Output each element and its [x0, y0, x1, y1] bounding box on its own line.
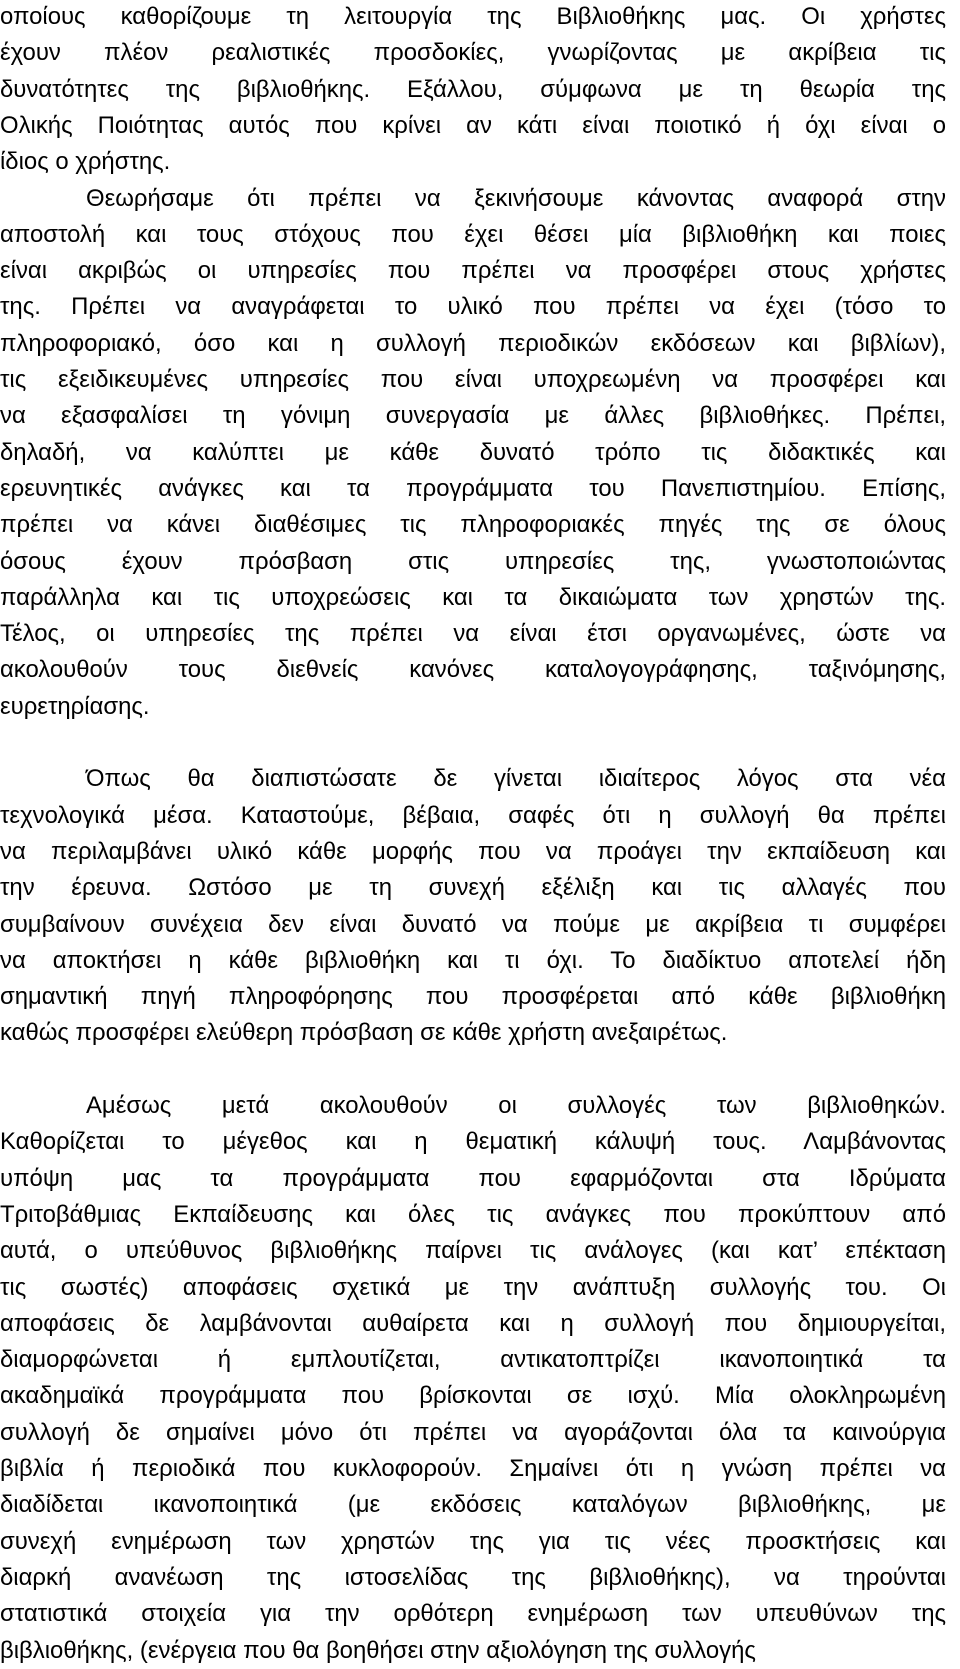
text-line: ακολουθούν τους διεθνείς κανόνες καταλογογράφησης, ταξινόμησης, — [0, 656, 946, 684]
text-line: δυνατότητες της βιβλιοθήκης. Εξάλλου, σύμφωνα με τη θεωρία της — [0, 75, 946, 103]
text-line: Όπως θα διαπιστώσατε δε γίνεται ιδιαίτερος λόγος στα νέα — [86, 765, 946, 793]
text-line: οποίους καθορίζουμε τη λειτουργία της Βιβλιοθήκης μας. Οι χρήστες — [0, 3, 946, 30]
text-line: συμβαίνουν συνέχεια δεν είναι δυνατό να πούμε με ακρίβεια τι συμφέρει — [0, 910, 946, 938]
text-line: στατιστικά στοιχεία για την ορθότερη ενημέρωση των υπευθύνων της — [0, 1600, 946, 1628]
text-line: πληροφοριακό, όσο και η συλλογή περιοδικών εκδόσεων και βιβλίων), — [0, 329, 946, 357]
text-line: ίδιος ο χρήστης. — [0, 148, 171, 176]
text-line: Τριτοβάθμιας Εκπαίδευσης και όλες τις ανάγκες που προκύπτουν από — [0, 1200, 946, 1228]
text-line: Καθορίζεται το μέγεθος και η θεματική κάλυψή τους. Λαμβάνοντας — [0, 1128, 946, 1156]
text-line: διαδίδεται ικανοποιητικά (με εκδόσεις καταλόγων βιβλιοθήκης, με — [0, 1491, 946, 1519]
text-line: είναι ακριβώς οι υπηρεσίες που πρέπει να προσφέρει στους χρήστες — [0, 257, 946, 285]
text-line: Αμέσως μετά ακολουθούν οι συλλογές των βιβλιοθηκών. — [86, 1092, 946, 1119]
text-line: έχουν πλέον ρεαλιστικές προσδοκίες, γνωρίζοντας με ακρίβεια τις — [0, 39, 946, 67]
text-line: όσους έχουν πρόσβαση στις υπηρεσίες της, γνωστοποιώντας — [0, 547, 946, 575]
text-line: αποστολή και τους στόχους που έχει θέσει μία βιβλιοθήκη και ποιες — [0, 220, 946, 248]
text-line: Ολικής Ποιότητας αυτός που κρίνει αν κάτι είναι ποιοτικό ή όχι είναι ο — [0, 111, 946, 139]
text-line: της. Πρέπει να αναγράφεται το υλικό που πρέπει να έχει (τόσο το — [0, 293, 946, 321]
text-line: βιβλιοθήκης, (ενέργεια που θα βοηθήσει στην αξιολόγηση της συλλογής — [0, 1636, 756, 1664]
text-line: πρέπει να κάνει διαθέσιμες τις πληροφοριακές πηγές της σε όλους — [0, 511, 946, 539]
text-line: Τέλος, οι υπηρεσίες της πρέπει να είναι έτσι οργανωμένες, ώστε να — [0, 620, 946, 648]
text-line: να περιλαμβάνει υλικό κάθε μορφής που να προάγει την εκπαίδευση και — [0, 837, 946, 865]
text-line: ακαδημαϊκά προγράμματα που βρίσκονται σε ισχύ. Μία ολοκληρωμένη — [0, 1382, 946, 1410]
text-line: ερευνητικές ανάγκες και τα προγράμματα του Πανεπιστημίου. Επίσης, — [0, 474, 946, 502]
text-line: βιβλία ή περιοδικά που κυκλοφορούν. Σημαίνει ότι η γνώση πρέπει να — [0, 1455, 946, 1482]
text-line: τις σωστές) αποφάσεις σχετικά με την ανάπτυξη συλλογής του. Οι — [0, 1273, 946, 1301]
text-line: διαρκή ανανέωση της ιστοσελίδας της βιβλιοθήκης), να τηρούνται — [0, 1563, 946, 1591]
text-line: Θεωρήσαμε ότι πρέπει να ξεκινήσουμε κάνοντας αναφορά στην — [86, 184, 946, 212]
text-line: να εξασφαλίσει τη γόνιμη συνεργασία με άλλες βιβλιοθήκες. Πρέπει, — [0, 402, 946, 430]
text-line: συνεχή ενημέρωση των χρηστών της για τις νέες προσκτήσεις και — [0, 1527, 946, 1555]
text-line: την έρευνα. Ωστόσο με τη συνεχή εξέλιξη και τις αλλαγές που — [0, 874, 946, 902]
text-line: τις εξειδικευμένες υπηρεσίες που είναι υποχρεωμένη να προσφέρει και — [0, 366, 946, 393]
text-line: υπόψη μας τα προγράμματα που εφαρμόζονται στα Ιδρύματα — [0, 1164, 946, 1192]
text-line: τεχνολογικά μέσα. Καταστούμε, βέβαια, σαφές ότι η συλλογή θα πρέπει — [0, 801, 946, 829]
text-line: αυτά, ο υπεύθυνος βιβλιοθήκης παίρνει τις ανάλογες (και κατ’ επέκταση — [0, 1237, 946, 1265]
text-line: δηλαδή, να καλύπτει με κάθε δυνατό τρόπο τις διδακτικές και — [0, 438, 946, 466]
text-line: σημαντική πηγή πληροφόρησης που προσφέρεται από κάθε βιβλιοθήκη — [0, 983, 946, 1011]
text-line: καθώς προσφέρει ελεύθερη πρόσβαση σε κάθε χρήστη ανεξαιρέτως. — [0, 1019, 728, 1047]
text-line: διαμορφώνεται ή εμπλουτίζεται, αντικατοπτρίζει ικανοποιητικά τα — [0, 1346, 946, 1374]
text-line: αποφάσεις δε λαμβάνονται αυθαίρετα και η συλλογή που δημιουργείται, — [0, 1309, 946, 1337]
text-line: ευρετηρίασης. — [0, 692, 150, 720]
text-line: παράλληλα και τις υποχρεώσεις και τα δικαιώματα των χρηστών της. — [0, 583, 946, 611]
text-line: συλλογή δε σημαίνει μόνο ότι πρέπει να αγοράζονται όλα τα καινούργια — [0, 1418, 946, 1446]
text-line: να αποκτήσει η κάθε βιβλιοθήκη και τι όχι. Το διαδίκτυο αποτελεί ήδη — [0, 946, 946, 974]
